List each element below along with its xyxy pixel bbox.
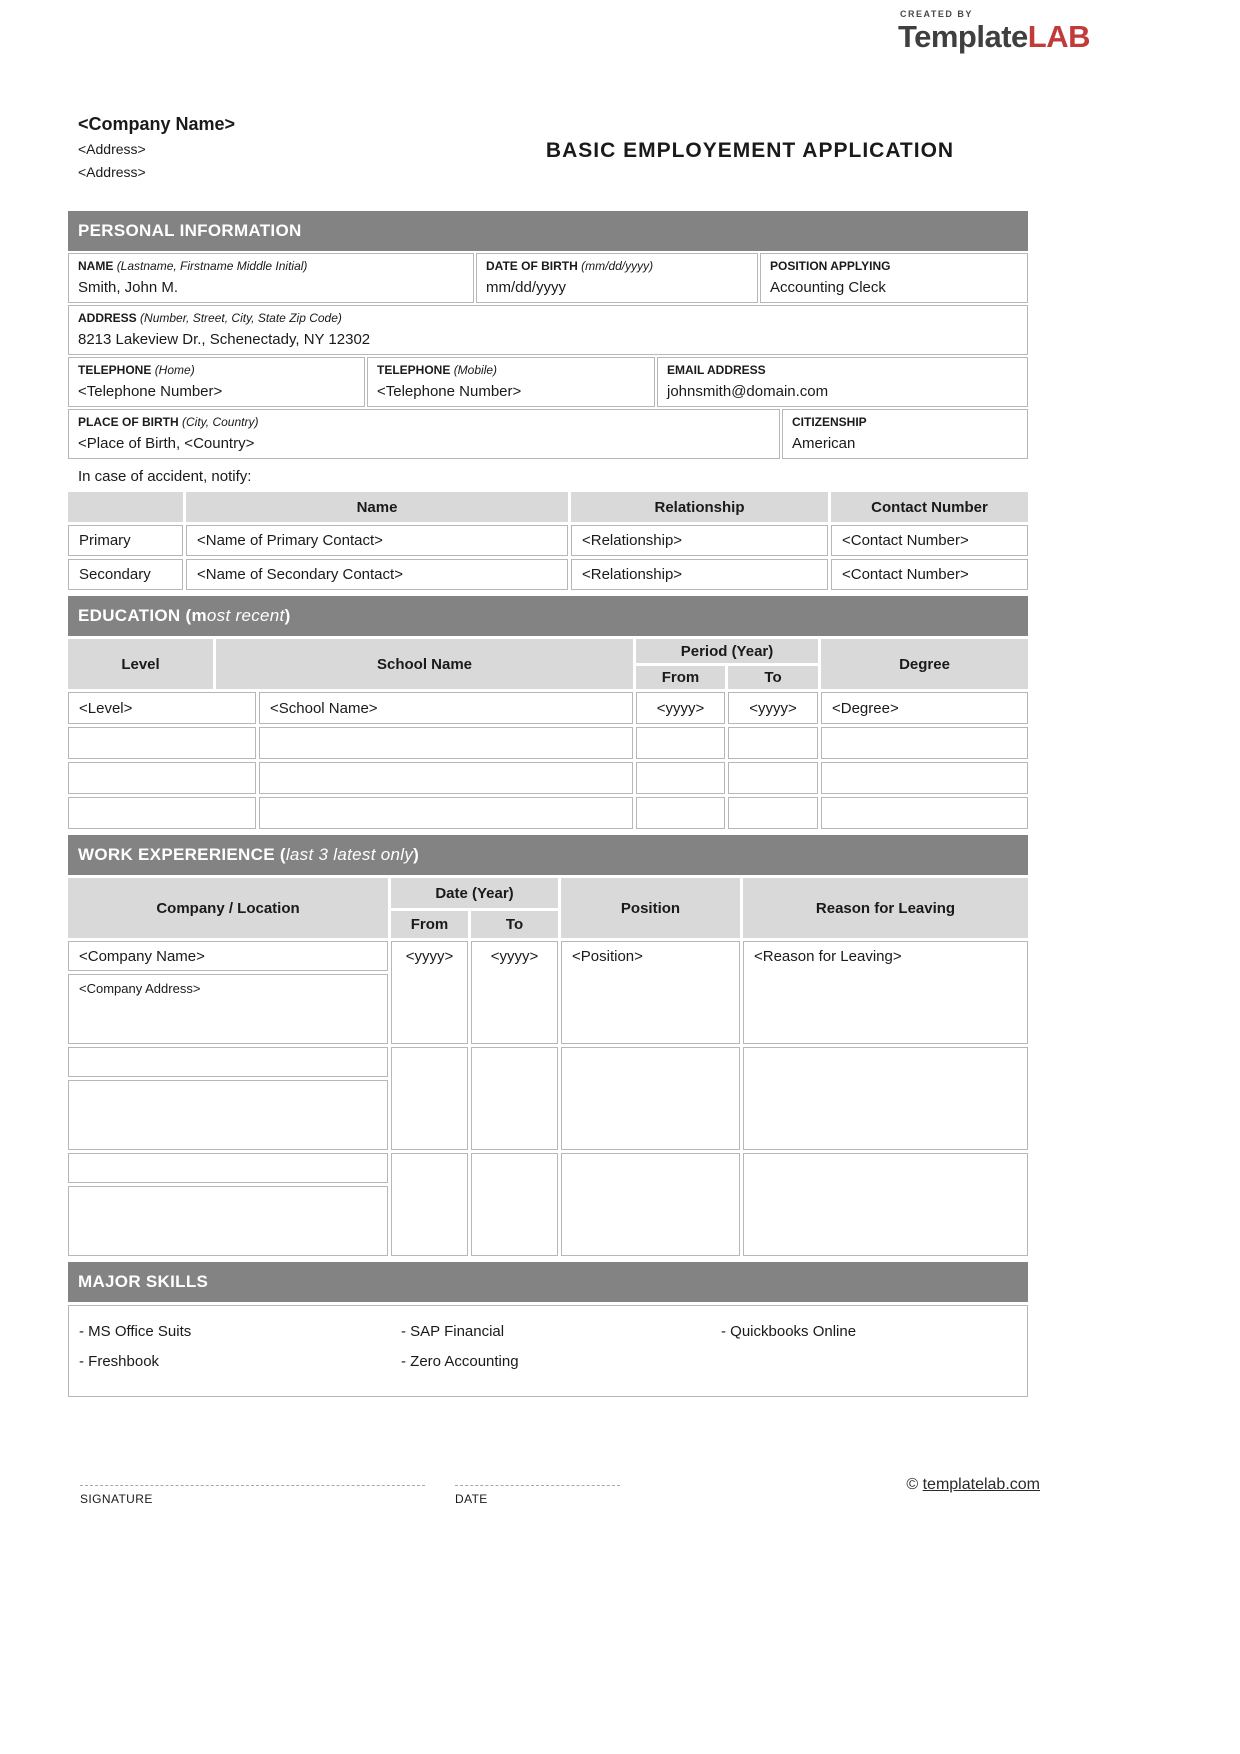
work-entry-1-company-group	[68, 941, 388, 1044]
work-company-address-value: <Company Address>	[68, 974, 388, 1044]
work-company-empty	[68, 1153, 388, 1183]
accident-secondary-type: Secondary	[68, 559, 183, 590]
company-address-line2: <Address>	[78, 164, 146, 180]
place-of-birth-value: <Place of Birth, <Country>	[78, 435, 255, 452]
work-header-position: Position	[561, 878, 740, 938]
education-header-fromto-row	[636, 666, 818, 689]
signature-block	[80, 1473, 1028, 1506]
dob-field	[476, 253, 758, 303]
citizenship-label-text: CITIZENSHIP	[792, 415, 867, 429]
skill-item: - SAP Financial	[401, 1322, 505, 1340]
work-entry-2-company-group	[68, 1047, 388, 1150]
education-title-italic: ost recent	[206, 606, 285, 625]
telephone-mobile-label	[377, 363, 645, 377]
email-field	[657, 357, 1028, 407]
education-level-empty	[68, 797, 256, 829]
education-school-empty	[259, 762, 633, 794]
work-position-value: <Position>	[561, 941, 740, 1044]
accident-row-primary	[68, 525, 1028, 556]
education-degree-empty	[821, 727, 1028, 759]
work-entry-2	[68, 1047, 1028, 1150]
work-from-empty	[391, 1047, 468, 1150]
accident-secondary-name: <Name of Secondary Contact>	[186, 559, 568, 590]
date-field	[455, 1473, 620, 1506]
work-title-italic: last 3 latest only	[285, 845, 414, 864]
education-level-empty	[68, 727, 256, 759]
education-title-bold: EDUCATION (m	[78, 606, 207, 625]
accident-header-spacer	[68, 492, 183, 522]
accident-header-contact: Contact Number	[831, 492, 1028, 522]
work-to-empty	[471, 1047, 558, 1150]
education-header-period: Period (Year)	[636, 639, 818, 663]
position-field	[760, 253, 1028, 303]
position-label	[770, 259, 1018, 273]
education-level-empty	[68, 762, 256, 794]
education-degree-value: <Degree>	[821, 692, 1028, 724]
company-header	[78, 114, 235, 180]
telephone-mobile-value: <Telephone Number>	[377, 383, 522, 400]
work-header-to: To	[471, 911, 558, 938]
telephone-home-hint: (Home)	[154, 363, 195, 377]
work-to-value: <yyyy>	[471, 941, 558, 1044]
telephone-mobile-hint: (Mobile)	[453, 363, 498, 377]
accident-primary-relationship: <Relationship>	[571, 525, 828, 556]
personal-row-2	[68, 305, 1028, 355]
email-label-text: EMAIL ADDRESS	[667, 363, 766, 377]
dob-hint: (mm/dd/yyyy)	[581, 259, 654, 273]
copyright-icon: ©	[906, 1476, 919, 1493]
accident-intro: In case of accident, notify:	[78, 468, 252, 485]
accident-header-name: Name	[186, 492, 568, 522]
education-header-from: From	[636, 666, 725, 689]
position-label-text: POSITION APPLYING	[770, 259, 891, 273]
dob-label-text: DATE OF BIRTH	[486, 259, 578, 273]
education-from-empty	[636, 727, 725, 759]
accident-primary-type: Primary	[68, 525, 183, 556]
education-row-2	[68, 727, 1028, 759]
work-position-empty	[561, 1047, 740, 1150]
education-to-value: <yyyy>	[728, 692, 818, 724]
education-header-row	[68, 639, 1028, 689]
company-name-placeholder: <Company Name>	[78, 114, 236, 134]
accident-secondary-contact: <Contact Number>	[831, 559, 1028, 590]
work-title-close: )	[413, 845, 420, 864]
work-header-fromto-row	[391, 911, 558, 938]
work-entry-1	[68, 941, 1028, 1044]
work-header-date: Date (Year)	[391, 878, 558, 908]
signature-field	[80, 1473, 425, 1506]
date-line	[455, 1473, 620, 1486]
citizenship-value: American	[792, 435, 856, 452]
work-header-from: From	[391, 911, 468, 938]
personal-row-1	[68, 253, 1028, 303]
accident-row-secondary	[68, 559, 1028, 590]
education-degree-empty	[821, 762, 1028, 794]
work-from-empty	[391, 1153, 468, 1256]
work-title-bold: WORK EXPERERIENCE (	[78, 845, 286, 864]
education-to-empty	[728, 797, 818, 829]
education-to-empty	[728, 727, 818, 759]
accident-primary-name: <Name of Primary Contact>	[186, 525, 568, 556]
telephone-home-label-text: TELEPHONE	[78, 363, 152, 377]
email-value: johnsmith@domain.com	[667, 383, 829, 400]
education-school-empty	[259, 797, 633, 829]
address-hint: (Number, Street, City, State Zip Code)	[140, 311, 342, 325]
name-value: Smith, John M.	[78, 279, 179, 296]
education-level-value: <Level>	[68, 692, 256, 724]
work-reason-value: <Reason for Leaving>	[743, 941, 1028, 1044]
skill-item: - Zero Accounting	[401, 1352, 519, 1370]
position-value: Accounting Cleck	[770, 279, 886, 296]
education-header-period-group	[636, 639, 818, 689]
name-label-text: NAME	[78, 259, 114, 273]
place-of-birth-label-text: PLACE OF BIRTH	[78, 415, 179, 429]
work-company-address-empty	[68, 1080, 388, 1150]
templatelab-link[interactable]: templatelab.com	[922, 1476, 1040, 1493]
accident-secondary-relationship: <Relationship>	[571, 559, 828, 590]
education-school-empty	[259, 727, 633, 759]
telephone-home-value: <Telephone Number>	[78, 383, 223, 400]
education-header-school: School Name	[216, 639, 633, 689]
education-title-close: )	[284, 606, 291, 625]
work-position-empty	[561, 1153, 740, 1256]
education-row-3	[68, 762, 1028, 794]
education-degree-empty	[821, 797, 1028, 829]
personal-section-header: PERSONAL INFORMATION	[68, 211, 1028, 251]
education-row-1	[68, 692, 1028, 724]
accident-header-relationship: Relationship	[571, 492, 828, 522]
accident-primary-contact: <Contact Number>	[831, 525, 1028, 556]
skill-item: - Quickbooks Online	[721, 1322, 857, 1340]
personal-row-3	[68, 357, 1028, 407]
education-section-header	[68, 596, 1028, 636]
telephone-home-field	[68, 357, 365, 407]
education-header-degree: Degree	[821, 639, 1028, 689]
skills-section-header: MAJOR SKILLS	[68, 1262, 1028, 1302]
name-label	[78, 259, 464, 273]
address-label	[78, 311, 1018, 325]
citizenship-label	[792, 415, 1018, 429]
dob-value: mm/dd/yyyy	[486, 279, 567, 296]
work-to-empty	[471, 1153, 558, 1256]
footer	[906, 1476, 1040, 1494]
signature-label: SIGNATURE	[80, 1492, 153, 1506]
email-label	[667, 363, 1018, 377]
skill-item: - Freshbook	[79, 1352, 160, 1370]
work-entry-3-company-group	[68, 1153, 388, 1256]
name-field	[68, 253, 474, 303]
date-label: DATE	[455, 1492, 488, 1506]
education-school-value: <School Name>	[259, 692, 633, 724]
citizenship-field	[782, 409, 1028, 459]
templatelab-logo	[898, 10, 1090, 52]
work-header-company: Company / Location	[68, 878, 388, 938]
work-from-value: <yyyy>	[391, 941, 468, 1044]
work-company-value: <Company Name>	[68, 941, 388, 971]
work-section-header	[68, 835, 1028, 875]
logo-brand-template: Template	[897, 19, 1028, 54]
company-address-line1: <Address>	[78, 141, 146, 157]
education-to-empty	[728, 762, 818, 794]
place-of-birth-hint: (City, Country)	[182, 415, 259, 429]
logo-brand-lab: LAB	[1027, 19, 1090, 54]
education-from-empty	[636, 762, 725, 794]
document-title: BASIC EMPLOYEMENT APPLICATION	[545, 139, 955, 162]
address-value: 8213 Lakeview Dr., Schenectady, NY 12302	[78, 331, 371, 348]
telephone-mobile-field	[367, 357, 655, 407]
telephone-home-label	[78, 363, 355, 377]
skills-box	[68, 1305, 1028, 1397]
personal-row-4	[68, 409, 1028, 459]
work-header-reason: Reason for Leaving	[743, 878, 1028, 938]
education-header-level: Level	[68, 639, 213, 689]
telephone-mobile-label-text: TELEPHONE	[377, 363, 451, 377]
form-content	[68, 211, 1028, 1506]
address-field	[68, 305, 1028, 355]
logo-created-by-label: CREATED BY	[899, 9, 973, 19]
place-of-birth-field	[68, 409, 780, 459]
work-reason-empty	[743, 1153, 1028, 1256]
address-label-text: ADDRESS	[78, 311, 137, 325]
education-row-4	[68, 797, 1028, 829]
work-header-date-group	[391, 878, 558, 938]
place-of-birth-label	[78, 415, 770, 429]
work-company-empty	[68, 1047, 388, 1077]
skills-row-2	[79, 1346, 1027, 1376]
dob-label	[486, 259, 748, 273]
education-from-empty	[636, 797, 725, 829]
work-header-row	[68, 878, 1028, 938]
work-entry-3	[68, 1153, 1028, 1256]
accident-header-row	[68, 492, 1028, 522]
work-company-address-empty	[68, 1186, 388, 1256]
skill-item: - MS Office Suits	[79, 1322, 192, 1340]
skills-row-1	[79, 1316, 1027, 1346]
work-reason-empty	[743, 1047, 1028, 1150]
education-from-value: <yyyy>	[636, 692, 725, 724]
education-header-to: To	[728, 666, 818, 689]
logo-brand-text	[898, 21, 1090, 52]
name-hint: (Lastname, Firstname Middle Initial)	[116, 259, 308, 273]
signature-line	[80, 1473, 425, 1486]
